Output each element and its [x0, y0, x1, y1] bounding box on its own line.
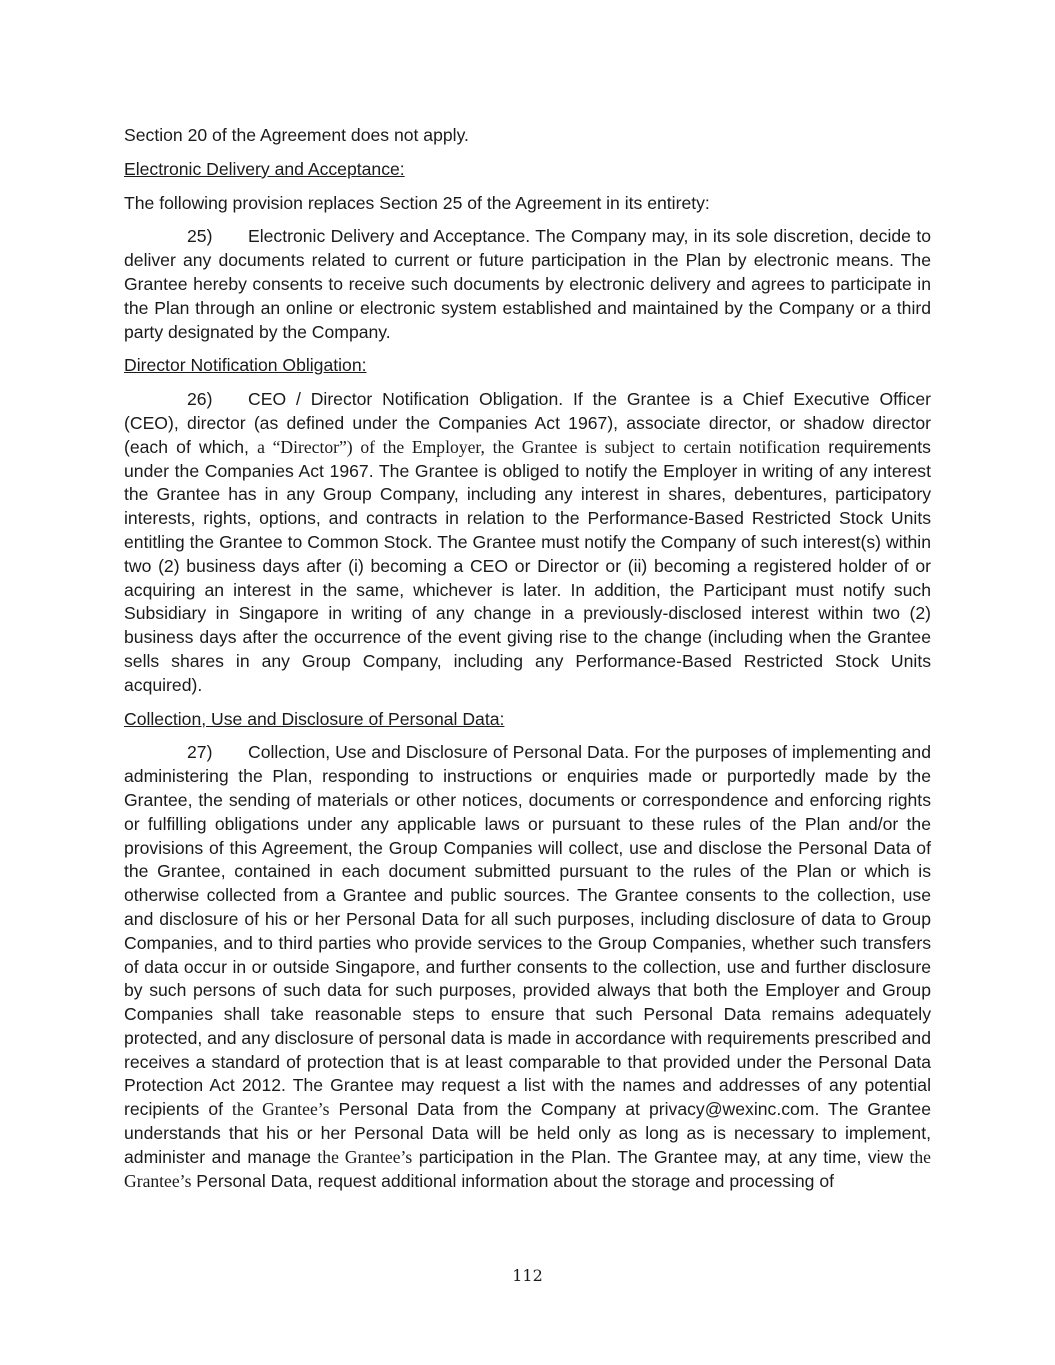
clause-26-text-part-2: requirements under the Companies Act 1967. The Grantee is obliged to notify the Employer in writing of any interest the Grantee has in any Group Company, including any interest in shares, debentures, participatory interests, rights, options, and contracts in relation to the Performance-Based Restricted Stock Units entitling the Grantee to Common Stock. The Grantee must notify the Company of such interest(s) within two (2) business days after (i) becoming a CEO or Director or (ii) becoming a registered holder of or acquiring an interest in the same, whichever is later. In addition, the Participant must notify such Subsidiary in Singapore in writing of any change in a previously-disclosed interest within two (2) business days after the occurrence of the event giving rise to the change (including when the Grantee sells shares in any Group Company, including any Performance-Based Restricted Stock Units acquired).: [124, 436, 931, 695]
clause-25-text: Electronic Delivery and Acceptance. The Company may, in its sole discretion, decide to deliver any documents related to current or future participation in the Plan by electronic means. The Grantee hereby consents to receive such documents by electronic delivery and agrees to participate in the Plan through an online or electronic system established and maintained by the Company or a third party designated by the Company.: [124, 226, 931, 342]
clause-27-text-part-4: Personal Data, request additional information about the storage and processing of: [191, 1170, 834, 1191]
clause-26-text-part-1: CEO / Director Notification Obligation. If the Grantee is a Chief Executive Officer (CEO), director (as defined under the Companies Act 1967), associate director, or shadow director (each of which,: [124, 389, 931, 457]
clause-27-serif-1: the Grantee’s: [232, 1099, 330, 1120]
clause-27-serif-2: the Grantee’s: [317, 1146, 413, 1167]
clause-27-serif-3: the Grantee’s: [124, 1146, 931, 1191]
intro-paragraph: Section 20 of the Agreement does not apply.: [124, 125, 469, 145]
clause-27-text-part-2: Personal Data from the Company at privacy@wexinc.com. The Grantee understands that his or her Personal Data will be held only as long as is necessary to implement, administer and manage: [124, 1099, 931, 1167]
section-heading-personal-data: Collection, Use and Disclosure of Personal Data:: [124, 708, 505, 729]
clause-26-text-serif: a “Director”) of the Employer, the Grantee is subject to certain notification: [257, 436, 821, 457]
clause-27-number: 27): [187, 742, 213, 763]
section-heading-director-notification: Director Notification Obligation:: [124, 355, 367, 376]
clause-27-text-part-1: Collection, Use and Disclosure of Personal Data. For the purposes of implementing and administering the Plan, responding to instructions or enquiries made or purportedly made by the Grantee, the sending of materials or other notices, documents or correspondence and enforcing rights or fulfilling obligations under any applicable laws or pursuant to these rules of the Plan and/or the provisions of this Agreement, the Group Companies will collect, use and disclose the Personal Data of the Grantee, contained in each document submitted pursuant to the rules of the Plan or which is otherwise collected from a Grantee and public sources. The Grantee consents to the collection, use and disclosure of his or her Personal Data for all such purposes, including disclosure of data to Group Companies, and to third parties who provide services to the Group Companies, whether such transfers of data occur in or outside Singapore, and further consents to the collection, use and further disclosure by such persons of such data for such purposes, provided always that both the Employer and Group Companies shall take reasonable steps to ensure that such Personal Data remains adequately protected, and any disclosure of personal data is made in accordance with requirements prescribed and receives a standard of protection that is at least comparable to that provided under the Personal Data Protection Act 2012. The Grantee may request a list with the names and addresses of any potential recipients of: [124, 742, 931, 1120]
clause-27-text-part-3: participation in the Plan. The Grantee may, at any time, view: [412, 1146, 910, 1167]
clause-26-paragraph: [124, 388, 931, 697]
document-page: [124, 124, 931, 1203]
clause-25-paragraph: [124, 225, 931, 344]
clause-27-paragraph: [124, 741, 931, 1193]
clause-25-number: 25): [187, 226, 213, 247]
clause-26-number: 26): [187, 389, 213, 410]
replacement-lead-paragraph: The following provision replaces Section 25 of the Agreement in its entirety:: [124, 192, 710, 213]
page-number: 112: [512, 1266, 543, 1285]
section-heading-electronic-delivery: Electronic Delivery and Acceptance:: [124, 158, 405, 179]
